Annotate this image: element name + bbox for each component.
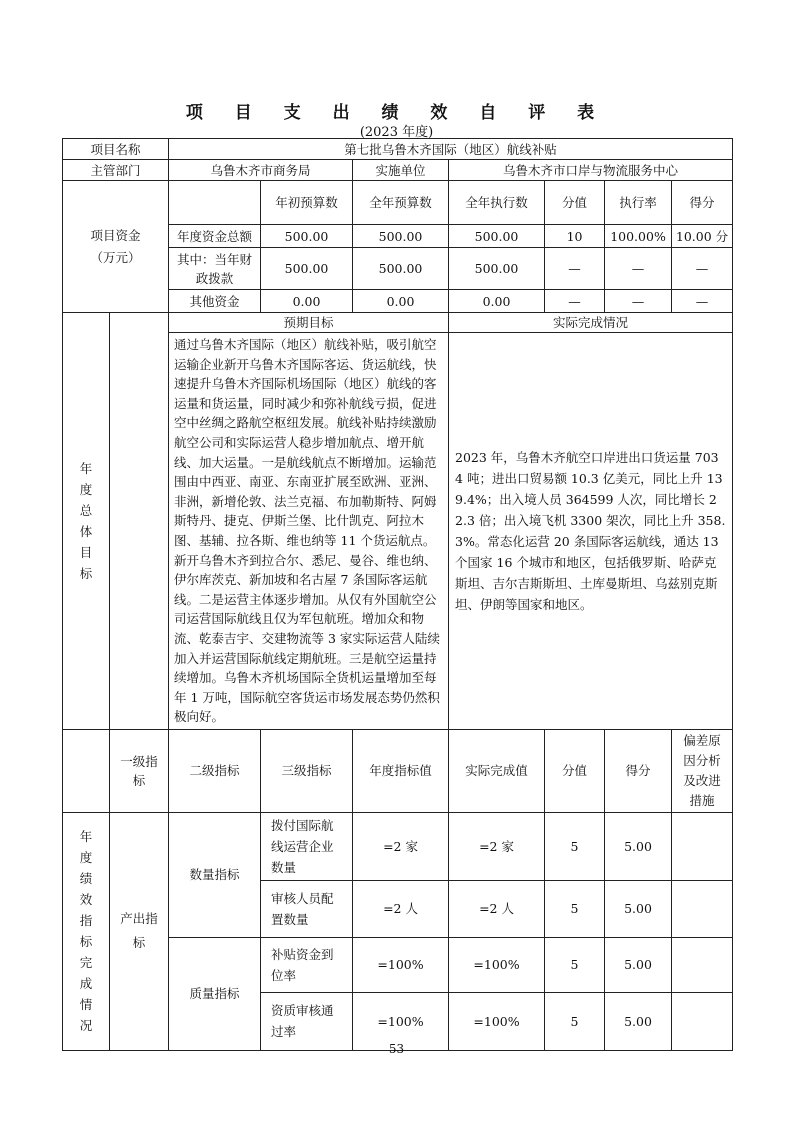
funds-cell: —: [545, 290, 605, 313]
deviation-note: [672, 812, 733, 880]
funds-row-label: 年度资金总额: [169, 225, 261, 248]
funds-header-initial-budget: 年初预算数: [261, 181, 353, 225]
funds-cell: —: [672, 248, 733, 290]
funds-cell: 500.00: [261, 248, 353, 290]
header-target: 年度指标值: [353, 729, 449, 812]
indicator-section-label: 年度绩效指标完成情况: [63, 812, 110, 1050]
header-level2: 二级指标: [169, 729, 261, 812]
funds-header-blank: [169, 181, 261, 225]
funds-header-annual-budget: 全年预算数: [353, 181, 449, 225]
funds-cell: 0.00: [261, 290, 353, 313]
goals-label: 年度总体目标: [63, 313, 110, 730]
funds-cell: —: [605, 248, 672, 290]
funds-row-label: 其他资金: [169, 290, 261, 313]
project-name-label: 项目名称: [63, 139, 169, 160]
actual-value: =2 家: [449, 812, 545, 880]
page-number: 53: [388, 1042, 405, 1056]
funds-cell: 500.00: [261, 225, 353, 248]
goals-blank-cell: [110, 313, 169, 730]
funds-cell: 10.00 分: [672, 225, 733, 248]
level3-indicator: 资质审核通过率: [261, 992, 353, 1050]
funds-label: 项目资金 （万元）: [63, 181, 169, 313]
expected-goal-text: 通过乌鲁木齐国际（地区）航线补贴，吸引航空运输企业新开乌鲁木齐国际客运、货运航线，快速提升乌鲁木齐国际机场国际（地区）航线的客运量和货运量，同时减少和弥补航线亏损，促进空中丝绸之路航空枢纽发展。航线补贴持续激励航空公司和实际运营人稳步增加航点、增开航线、加大运量。一是航线航点不断增加。运输范围由中西亚、南亚、东南亚扩展至欧洲、亚洲、非洲，新增伦敦、法兰克福、布加勒斯特、阿姆斯特丹、捷克、伊斯兰堡、比什凯克、阿拉木图、基辅、拉各斯、维也纳等 11 个货运航点。新开乌鲁木齐到拉合尔、悉尼、曼谷、维也纳、伊尔库茨克、新加坡和名古屋 7 条国际客运航线。二是运营主体逐步增加。从仅有外国航空公司运营国际航线且仅为军包航班。增加众和物流、乾泰吉宇、交建物流等 3 家实际运营人陆续加入并运营国际航线定期航班。三是航空运量持续增加。乌鲁木齐机场国际全货机运量增加至每年 1 万吨，国际航空客货运市场发展态势仍然积极向好。: [169, 333, 449, 730]
level3-indicator: 补贴资金到位率: [261, 937, 353, 992]
deviation-note: [672, 937, 733, 992]
score: 5.00: [605, 880, 672, 937]
score-value: 5: [545, 992, 605, 1050]
actual-result-text: 2023 年，乌鲁木齐航空口岸进出口货运量 7034 吨；进出口贸易额 10.3 亿美元，同比上升 139.4%；出入境人员 364599 人次，同比增长 22.3 倍；出入境飞机 3300 架次，同比上升 358.3%。常态化运营 20 条国际客运航线，通达 13 个国家 16 个城市和地区，包括俄罗斯、哈萨克斯坦、吉尔吉斯斯坦、土库曼斯坦、乌兹别克斯坦、伊朗等国家和地区。: [449, 333, 733, 730]
header-score-value: 分值: [545, 729, 605, 812]
score-value: 5: [545, 937, 605, 992]
level3-indicator: 拨付国际航线运营企业数量: [261, 812, 353, 880]
header-level3: 三级指标: [261, 729, 353, 812]
dept-value: 乌鲁木齐市商务局: [169, 160, 353, 181]
score: 5.00: [605, 812, 672, 880]
funds-cell: 500.00: [449, 248, 545, 290]
level3-indicator: 审核人员配置数量: [261, 880, 353, 937]
funds-cell: —: [605, 290, 672, 313]
funds-row-label: 其中：当年财政拨款: [169, 248, 261, 290]
header-level1: 一级指标: [110, 729, 169, 812]
level2-quantity: 数量指标: [169, 812, 261, 937]
target-value: =2 家: [353, 812, 449, 880]
actual-result-header: 实际完成情况: [449, 313, 733, 333]
header-actual: 实际完成值: [449, 729, 545, 812]
funds-cell: —: [672, 290, 733, 313]
funds-cell: 0.00: [353, 290, 449, 313]
funds-cell: —: [545, 248, 605, 290]
score: 5.00: [605, 937, 672, 992]
funds-header-score-value: 分值: [545, 181, 605, 225]
funds-cell: 500.00: [449, 225, 545, 248]
funds-cell: 10: [545, 225, 605, 248]
score-value: 5: [545, 880, 605, 937]
header-deviation: 偏差原因分析及改进措施: [672, 729, 733, 812]
target-value: =2 人: [353, 880, 449, 937]
unit-value: 乌鲁木齐市口岸与物流服务中心: [449, 160, 733, 181]
target-value: =100%: [353, 937, 449, 992]
funds-header-exec-rate: 执行率: [605, 181, 672, 225]
score: 5.00: [605, 992, 672, 1050]
funds-cell: 100.00%: [605, 225, 672, 248]
dept-label: 主管部门: [63, 160, 169, 181]
project-name: 第七批乌鲁木齐国际（地区）航线补贴: [169, 139, 733, 160]
indicator-header-blank: [63, 729, 110, 812]
year-subtitle: (2023 年度): [359, 125, 434, 140]
funds-header-executed: 全年执行数: [449, 181, 545, 225]
funds-cell: 500.00: [353, 248, 449, 290]
funds-cell: 0.00: [449, 290, 545, 313]
actual-value: =2 人: [449, 880, 545, 937]
target-value: =100%: [353, 992, 449, 1050]
header-score: 得分: [605, 729, 672, 812]
expected-goal-header: 预期目标: [169, 313, 449, 333]
page-title: 项 目 支 出 绩 效 自 评 表: [185, 103, 608, 123]
deviation-note: [672, 880, 733, 937]
actual-value: =100%: [449, 992, 545, 1050]
unit-label: 实施单位: [353, 160, 449, 181]
actual-value: =100%: [449, 937, 545, 992]
score-value: 5: [545, 812, 605, 880]
level2-quality: 质量指标: [169, 937, 261, 1050]
level1-output: 产出指标: [110, 812, 169, 1050]
performance-table: [62, 138, 733, 1051]
funds-header-score: 得分: [672, 181, 733, 225]
funds-cell: 500.00: [353, 225, 449, 248]
